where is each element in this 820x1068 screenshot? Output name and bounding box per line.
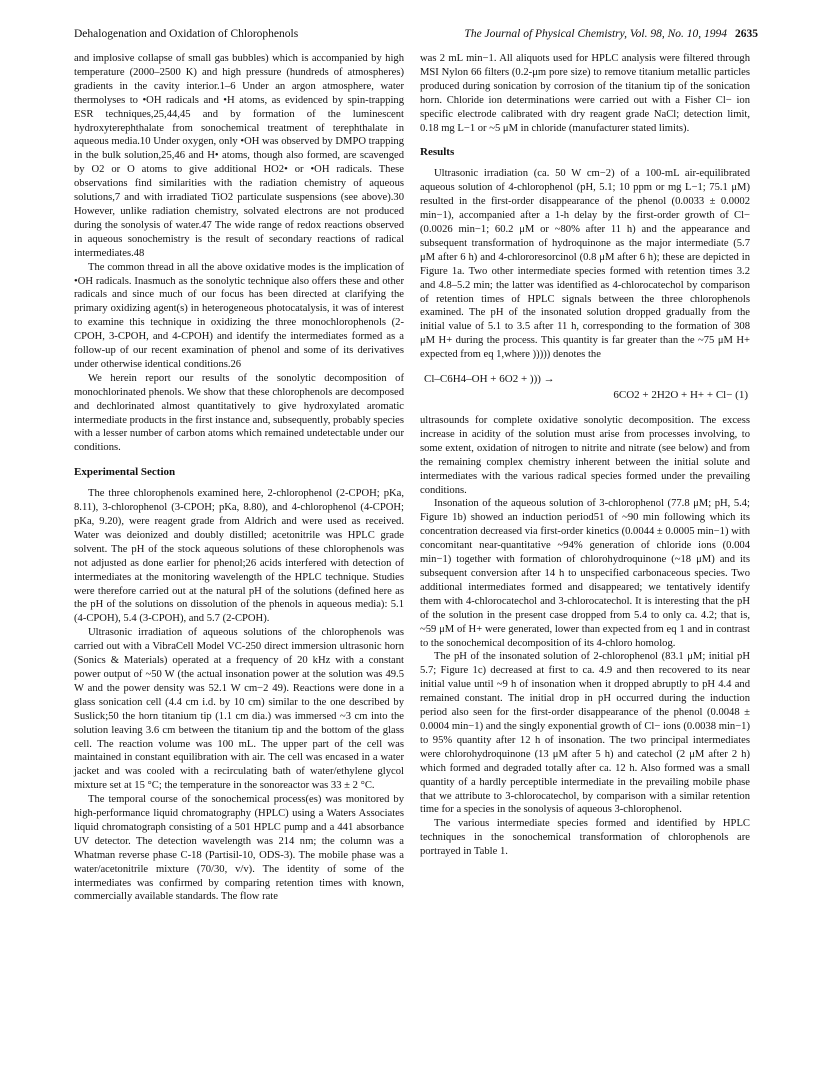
paragraph: The various intermediate species formed and identified by HPLC techniques in the sonochemical transformation of chlorophenols are portrayed in Table 1. — [420, 818, 750, 858]
paragraph: ultrasounds for complete oxidative sonolytic decomposition. The excess increase in acidity of the solution must arise from processes involving, to some extent, oxidation of nitrogen to nitrite and nitrate (see below) and from the remaining complex chemistry inherent between the initial solute and intermediates with the various radical species formed under the prevailing conditions. — [420, 415, 750, 496]
page-number: 2635 — [735, 28, 758, 40]
equation-1 — [420, 371, 750, 403]
running-header — [74, 28, 758, 44]
right-column — [420, 52, 750, 859]
paragraph: We herein report our results of the sonolytic decomposition of monochlorinated phenols. We show that these chlorophenols are decomposed and dechlorinated almost quantitatively to give hydroxylated aromatic intermediate products in the first instance and, subsequently, probably species with a lesser number of carbon atoms which remained undetectable under our conditions. — [74, 372, 404, 454]
paragraph: Ultrasonic irradiation (ca. 50 W cm−2) of a 100-mL air-equilibrated aqueous solution of 4-chlorophenol (pH, 5.1; 10 ppm or mg L−1; 75.1 μM) resulted in the first-order disappearance of the phenol (0.0033 ± 0.0002 min−1), accompanied after a 1-h delay by the first-order growth of Cl− (0.0026 min−1; 60.2 μM or ~80% after 11 h) and the appearance and subsequent transformation of hydroquinone as the major intermediate (5.7 μM after 6 h) and 4-chlororesorcinol (0.8 μM after 6 h); these are depicted in Figure 1a. Two other intermediate species formed with retention times 3.2 and 4.8–5.2 min; the latter was identified as 4-chlorocatechol by comparison of retention times of HPLC signals between the three chlorophenols examined. The pH of the insonated solution dropped gradually from the initial value of 5.1 to 3.5 after 11 h, corresponding to the formation of 308 μM H+ during the process. This quantity is far greater than the ~75 μM H+ expected from eq 1,where ))))) denotes the — [420, 168, 750, 361]
section-heading-experimental: Experimental Section — [74, 466, 176, 479]
equation-line-2: 6CO2 + 2H2O + H+ + Cl− (1) — [613, 389, 748, 402]
journal-citation — [464, 28, 758, 40]
paragraph: The temporal course of the sonochemical process(es) was monitored by high-performance liquid chromatography (HPLC) using a Waters Associates liquid chromatograph consisting of a 501 HPLC pump and a 441 absorbance UV detector. The detection wavelength was 214 nm; the column was a Whatman reverse phase C-18 (Partisil-10, ODS-3). The mobile phase was a water/acetonitrile mixture (70/30, v/v). The identity of some of the intermediates was confirmed by comparing retention times with known, commercially available standards. The flow rate — [74, 794, 404, 903]
paragraph: and implosive collapse of small gas bubbles) which is accompanied by high temperature (2000–2500 K) and high pressure (hundreds of atmospheres) gradients in the cavity interior.1–6 Under an argon atmosphere, water thermolyses to •OH radicals and •H atoms, as evidenced by spin-trapping ESR techniques,25,44,45 and by formation of the luminescent hydroxyterephthalate from sonochemical treatment of terephthalate in aqueous media.10 Under oxygen, only •OH was observed by DMPO trapping in the bulk solution,25,46 and H• atoms, though also formed, are scavenged by O2 or O atoms to give additional HO2• or •OH radicals. These observations find similarities with the radiation chemistry of aqueous solutions,7 and with irradiated TiO2 particulate suspensions (see above).30 However, unlike radiation chemistry, solvated electrons are not produced during the sonolysis of water.47 The wide range of redox reactions observed in aqueous sonochemistry is the result of secondary reactions of radical intermediates.48 — [74, 53, 404, 259]
section-heading-results: Results — [420, 146, 455, 159]
journal-name: The Journal of Physical Chemistry, Vol. 98, No. 10, 1994 — [464, 28, 727, 40]
paragraph: The common thread in all the above oxidative modes is the implication of •OH radicals. Inasmuch as the sonolytic technique also offers these and other radicals and since much of our focus has been directed at clarifying the primary oxidizing agent(s) in heterogeneous photocatalysis, it was of interest to examine this technique in oxidizing the three monochlorophenols (2-CPOH, 3-CPOH, and 4-CPOH) and identify the intermediates formed as a follow-up of our recent examination of phenol and some of its derivatives under otherwise identical conditions.26 — [74, 261, 404, 370]
paragraph: Ultrasonic irradiation of aqueous solutions of the chlorophenols was carried out with a VibraCell Model VC-250 direct immersion ultrasonic horn (Sonics & Materials) operated at a frequency of 20 kHz with a constant power output of ~50 W (the actual insonation power at the solution was 49.5 W and the power density was 52.1 W cm−2 49). Reactions were done in a glass sonication cell (4.4 cm i.d. by 10 cm) similar to the one described by Suslick;50 the horn titanium tip (1.1 cm dia.) was immersed ~3 cm into the solution leaving 3.6 cm between the titanium tip and the bottom of the glass cell. The reaction volume was 100 mL. The upper part of the cell was maintained in constant equilibration with air. The cell was encased in a water jacket and was cooled with a recirculating bath of water/ethylene glycol mixture set at 15 °C; the temperature in the sonoreactor was 33 ± 2 °C. — [74, 627, 404, 792]
paragraph: The pH of the insonated solution of 2-chlorophenol (83.1 μM; initial pH 5.7; Figure 1c) decreased at first to ca. 4.9 and then recovered to its near initial value until ~9 h of insonation when it dropped abruptly to pH 4.4 and remained constant. The initial drop in pH occurred during the induction period also seen for the first-order disappearance of the phenol (0.0048 ± 0.0004 min−1) and the singly exponential growth of Cl− ions (0.0038 min−1) to 95% quantity after 12 h of insonation. The two principal intermediates were chlorohydroquinone (13 μM after 5 h) and catechol (2 μM after 2 h) which formed and degraded totally after ca. 12 h. Also formed was a small quantity of a hardly perceptible intermediate in the prevailing mobile phase that we attribute to 3-chlorocatechol, by comparison with a similar retention time for a species in the sonolysis of aqueous 3-chlorophenol. — [420, 651, 750, 816]
running-title: Dehalogenation and Oxidation of Chlorophenols — [74, 28, 299, 40]
paragraph: was 2 mL min−1. All aliquots used for HPLC analysis were filtered through MSI Nylon 66 filters (0.2-μm pore size) to remove titanium metallic particles produced during sonication by corrosion of the titanium tip of the sonication horn. Chloride ion determinations were carried out with a Fisher Cl− ion specific electrode calibrated with dry reagent grade NaCl; detection limit, 0.18 mg L−1 or ~5 μM in chloride (manufacturer stated limits). — [420, 53, 750, 134]
paragraph: Insonation of the aqueous solution of 3-chlorophenol (77.8 μM; pH, 5.4; Figure 1b) showed an induction period51 of ~90 min following which its concentration decreased via first-order kinetics (0.0044 ± 0.0005 min−1) with concomitant near-quantitative ~94% generation of chloride ions (0.004 min−1) together with formation of chlorohydroquinone (~18 μM) and its subsequent conversion after 14 h to unspecified carbonaceous species. Two additional intermediates formed and disappeared; we tentatively identify them with 4-chlorocatechol and 3-chlorocatechol. It is interesting that the pH of the solution in the present case dropped from 5.4 to only ca. 4.2; that is, ~59 μM of H+ were generated, lower than expected from eq 1 and in contrast to the sonochemical decomposition of its 4-chloro homolog. — [420, 498, 750, 649]
paragraph: The three chlorophenols examined here, 2-chlorophenol (2-CPOH; pKa, 8.11), 3-chlorophenol (3-CPOH; pKa, 8.80), and 4-chlorophenol (4-CPOH; pKa, 9.20), were reagent grade from Aldrich and were used as received. Water was deionized and doubly distilled; acetonitrile was HPLC grade solvent. The pH of the stock aqueous solutions of these chlorophenols was not adjusted as done earlier for phenol;26 acids interfered with detection of intermediates at the monitoring wavelength of the HPLC technique. Studies were therefore carried out at the natural pH of the solutions (defined here as the pH of the solutions on dissolution of the phenols in aqueous media): 5.1 (4-CPOH), 5.4 (3-CPOH), and 5.7 (2-CPOH). — [74, 488, 404, 625]
left-column — [74, 52, 404, 904]
equation-line-1: Cl–C6H4–OH + 6O2 + ))) → — [424, 373, 555, 386]
